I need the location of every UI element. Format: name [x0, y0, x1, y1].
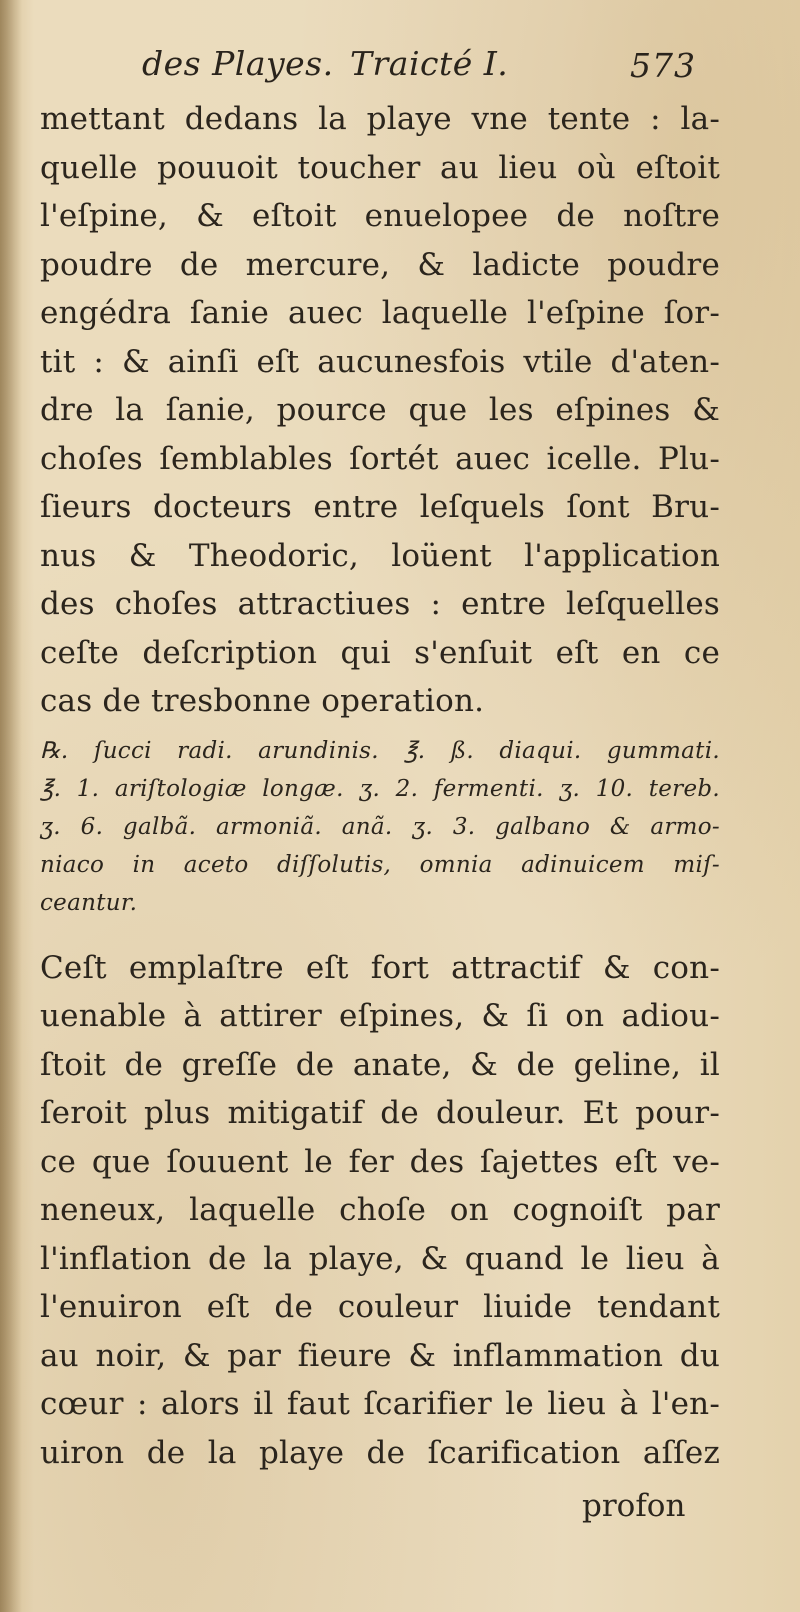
text-line: ſtoit de greſſe de anate, & de geline, il: [40, 1046, 720, 1083]
recipe-block: [40, 732, 720, 922]
text-line: cœur : alors il faut ſcarifier le lieu à l'en-: [40, 1386, 720, 1422]
recipe-line: ℥. 1. ariſtologiæ longæ. ʒ. 2. fermenti. ʒ. 10. tereb.: [40, 775, 720, 802]
text-line: choſes ſemblables ſortét auec icelle. Plu-: [40, 440, 720, 477]
running-head: [0, 44, 800, 94]
recipe-line: ceantur.: [40, 889, 138, 916]
text-line: au noir, & par fieure & inflammation du: [40, 1337, 720, 1374]
text-line: ce que ſouuent le fer des ſajettes eſt ve-: [40, 1143, 720, 1180]
page-number: 573: [630, 46, 696, 85]
text-line: ſieurs docteurs entre leſquels ſont Bru-: [40, 489, 720, 525]
text-line: dre la ſanie, pource que les eſpines &: [40, 392, 720, 428]
text-line: l'eſpine, & eſtoit enuelopee de noſtre: [40, 198, 720, 234]
text-line: uenable à attirer eſpines, & ſi on adiou-: [40, 998, 720, 1034]
recipe-line: ℞. ſucci radi. arundinis. ℥. ß. diaqui. gummati.: [40, 737, 720, 764]
text-line: des choſes attractiues : entre leſquelles: [40, 586, 720, 622]
text-line: cas de tresbonne operation.: [40, 683, 485, 719]
text-line: tit : & ainſi eſt aucunesfois vtile d'aten-: [40, 343, 720, 380]
text-line: mettant dedans la playe vne tente : la-: [40, 101, 720, 137]
text-line: uiron de la playe de ſcarification aſſez: [40, 1434, 720, 1471]
text-line: l'inflation de la playe, & quand le lieu à: [40, 1240, 720, 1277]
main-text: [40, 95, 720, 1477]
text-line: Ceſt emplaſtre eſt fort attractif & con-: [40, 949, 720, 986]
paragraph-2: [40, 944, 720, 1478]
gutter-shadow: [0, 0, 22, 1612]
paragraph-1: [40, 95, 720, 726]
recipe-line: niaco in aceto diſſolutis, omnia adinuicem miſ-: [40, 851, 720, 878]
text-line: engédra ſanie auec laquelle l'eſpine ſor-: [40, 295, 720, 331]
text-line: neneux, laquelle choſe on cognoiſt par: [40, 1192, 720, 1228]
text-line: poudre de mercure, & ladicte poudre: [40, 246, 720, 283]
text-line: l'enuiron eſt de couleur liuide tendant: [40, 1289, 720, 1325]
catchword: profon: [582, 1488, 686, 1524]
recipe-line: ʒ. 6. galbã. armoniã. anã. ʒ. 3. galbano & armo-: [40, 813, 720, 840]
text-line: ceſte deſcription qui s'enſuit eſt en ce: [40, 634, 720, 671]
text-line: ſeroit plus mitigatif de douleur. Et pour-: [40, 1095, 720, 1131]
text-line: quelle pouuoit toucher au lieu où eſtoit: [40, 149, 720, 186]
running-head-title: des Playes.: [142, 44, 334, 83]
running-head-treatise: Traicté I.: [350, 44, 509, 83]
text-line: nus & Theodoric, loüent l'application: [40, 537, 720, 574]
